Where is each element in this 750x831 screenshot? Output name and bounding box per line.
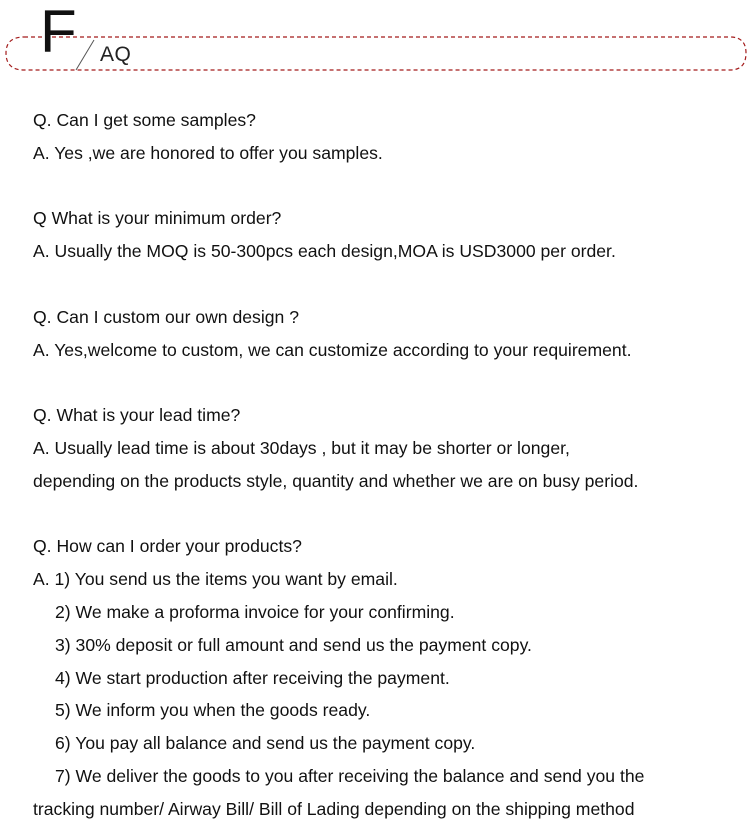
title-initial: F [40, 0, 77, 65]
faq-list [33, 104, 733, 826]
order-step: 2) We make a proforma invoice for your confirming. [55, 601, 455, 622]
answer: A. Yes ,we are honored to offer you samples. [33, 142, 383, 163]
faq-item-samples [33, 104, 733, 170]
order-step: 6) You pay all balance and send us the payment copy. [55, 733, 476, 754]
title-slash [76, 40, 94, 70]
title-rest: AQ [100, 43, 132, 66]
order-step-continued: tracking number/ Airway Bill/ Bill of Lading depending on the shipping method [33, 798, 635, 819]
question: Q. Can I get some samples? [33, 110, 256, 130]
faq-item-ordering [33, 530, 733, 825]
spacer [33, 366, 733, 399]
spacer [33, 170, 733, 203]
answer: A. Yes,welcome to custom, we can customize according to your requirement. [33, 339, 632, 360]
question: Q What is your minimum order? [33, 208, 282, 229]
spacer [33, 268, 733, 301]
faq-item-custom-design [33, 301, 733, 367]
order-step: 4) We start production after receiving the payment. [55, 667, 450, 688]
spacer [33, 498, 733, 531]
faq-item-minimum-order [33, 202, 733, 268]
question: Q. Can I custom our own design ? [33, 306, 299, 327]
order-step: 3) 30% deposit or full amount and send us the payment copy. [55, 634, 532, 655]
question: Q. How can I order your products? [33, 536, 302, 557]
header-frame [0, 0, 750, 80]
faq-item-lead-time [33, 399, 733, 497]
order-step: 7) We deliver the goods to you after receiving the balance and send you the [55, 765, 645, 786]
answer-continued: depending on the products style, quantity and whether we are on busy period. [33, 470, 639, 491]
answer: A. Usually the MOQ is 50-300pcs each design,MOA is USD3000 per order. [33, 241, 616, 262]
answer: A. 1) You send us the items you want by email. [33, 569, 398, 590]
answer: A. Usually lead time is about 30days , but it may be shorter or longer, [33, 437, 570, 458]
question: Q. What is your lead time? [33, 405, 241, 426]
order-step: 5) We inform you when the goods ready. [55, 700, 371, 721]
faq-header [0, 0, 750, 80]
